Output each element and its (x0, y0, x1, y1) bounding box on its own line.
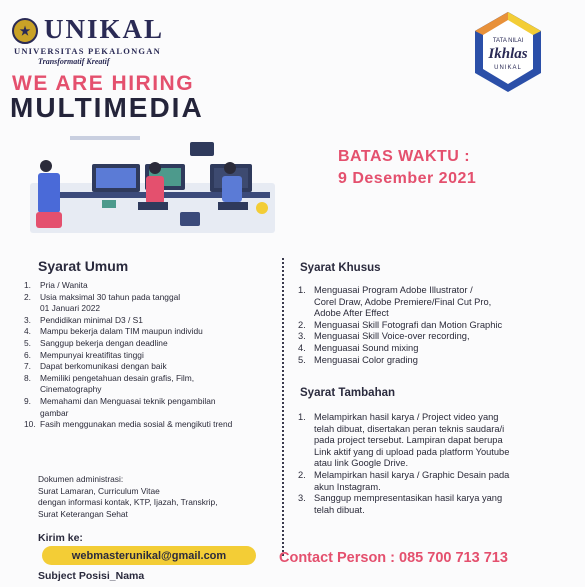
email-subject: Subject Posisi_Nama (38, 570, 145, 582)
list-item: telah dibuat, disertakan peran teknis saudara/i (314, 423, 505, 434)
badge-bottom-text: UNIKAL (494, 65, 522, 71)
list-item: 10. Fasih menggunakan media sosial & mengikuti trend (24, 419, 233, 430)
logo-title: UNIKAL (44, 14, 165, 44)
send-to-label: Kirim ke: (38, 532, 83, 544)
syarat-tambahan-title: Syarat Tambahan (300, 387, 396, 399)
deadline-date: 9 Desember 2021 (338, 170, 477, 187)
list-item: 2. Melampirkan hasil karya / Graphic Desain pada (298, 469, 510, 480)
list-item: 01 Januari 2022 (40, 303, 101, 314)
syarat-umum-title: Syarat Umum (38, 258, 129, 274)
admin-line: Surat Lamaran, Curriculum Vitae (38, 485, 160, 496)
admin-line: Surat Keterangan Sehat (38, 508, 128, 519)
syarat-khusus-list (298, 285, 548, 366)
list-item: akun Instagram. (314, 481, 381, 492)
badge-top-text: TATA NILAI (492, 38, 524, 44)
list-item: telah dibuat. (314, 504, 365, 515)
admin-line: Dokumen administrasi: (38, 474, 124, 484)
list-item: Corel Draw, Adobe Premiere/Final Cut Pro, (314, 296, 492, 307)
list-item: 2. Menguasai Skill Fotografi dan Motion Graphic (298, 319, 503, 330)
list-item: 5. Sanggup bekerja dengan deadline (24, 337, 168, 348)
list-item: 3. Menguasai Skill Voice-over recording, (298, 331, 470, 342)
list-item: pada project tersebut. Lampiran dapat berupa (314, 435, 503, 446)
list-item: 6. Mempunyai kreatifitas tinggi (24, 349, 144, 360)
admin-documents (38, 474, 288, 520)
syarat-umum-list (24, 280, 279, 431)
list-item: 5. Menguasai Color grading (298, 354, 418, 365)
contact-person: Contact Person : 085 700 713 713 (279, 550, 508, 566)
list-item: 7. Dapat berkomunikasi dengan baik (24, 361, 167, 372)
university-emblem-icon: ★ (12, 18, 38, 44)
badge-main-text: Ikhlas (488, 46, 528, 62)
logo-subtitle: UNIVERSITAS PEKALONGAN (14, 46, 161, 56)
admin-line: dengan informasi kontak, KTP, Ijazah, Transkrip, (38, 497, 218, 507)
email-address[interactable]: webmasterunikal@gmail.com (42, 546, 256, 565)
list-item: 1. Pria / Wanita (24, 280, 88, 290)
list-item: 1. Menguasai Program Adobe Illustrator / (298, 285, 473, 295)
list-item: Cinematography (40, 384, 102, 395)
list-item: 9. Memahami dan Menguasai teknik pengambilan (24, 395, 216, 406)
list-item: 1. Melampirkan hasil karya / Project video yang (298, 412, 499, 422)
list-item: 4. Mampu bekerja dalam TIM maupun individu (24, 326, 203, 337)
list-item: 8. Memiliki pengetahuan desain grafis, Film, (24, 372, 195, 383)
tata-nilai-badge (471, 10, 545, 94)
position-title: MULTIMEDIA (10, 92, 204, 123)
syarat-khusus-title: Syarat Khusus (300, 262, 381, 274)
deadline-label: BATAS WAKTU : (338, 148, 471, 165)
list-item: Link aktif yang di upload pada platform Youtube (314, 446, 510, 457)
list-item: 2. Usia maksimal 30 tahun pada tanggal (24, 291, 181, 302)
list-item: gambar (40, 407, 69, 418)
unikal-logo (12, 18, 38, 44)
list-item: 3. Pendidikan minimal D3 / S1 (24, 314, 143, 325)
hiring-heading: WE ARE HIRING (12, 72, 195, 95)
list-item: 3. Sanggup mempresentasikan hasil karya yang (298, 493, 503, 504)
list-item: atau link Google Drive. (314, 458, 409, 469)
list-item: 4. Menguasai Sound mixing (298, 342, 419, 353)
list-item: Adobe After Effect (314, 308, 389, 319)
office-team-illustration (30, 128, 280, 238)
syarat-tambahan-list (298, 412, 548, 516)
column-divider (282, 258, 284, 556)
logo-tagline: Transformatif Kreatif (38, 57, 110, 66)
